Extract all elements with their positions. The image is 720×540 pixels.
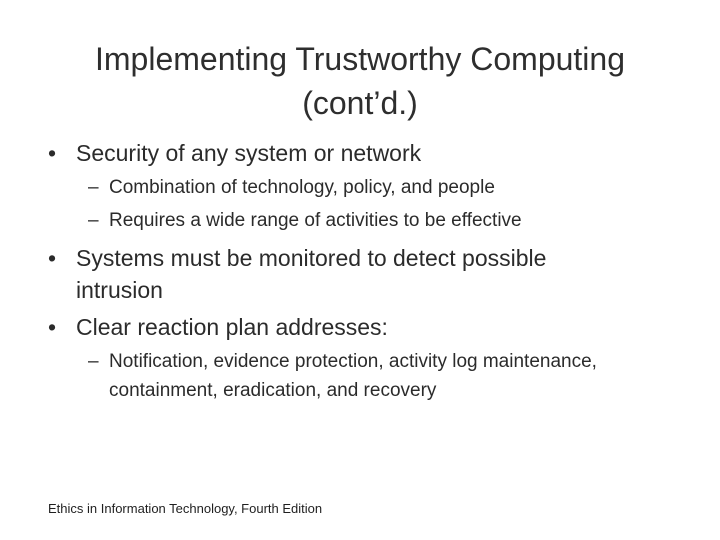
dash-marker: –	[88, 177, 99, 198]
dash-marker: –	[88, 210, 99, 231]
bullet-text: Clear reaction plan addresses:	[76, 314, 388, 340]
subbullet-text: Combination of technology, policy, and people	[109, 177, 495, 198]
slide-footer: Ethics in Information Technology, Fourth Edition	[48, 501, 323, 516]
bullet-security	[48, 137, 688, 169]
bullet-systems	[48, 242, 628, 306]
subbullet-combination	[88, 173, 688, 202]
bullet-marker: •	[48, 314, 57, 340]
dash-marker: –	[88, 351, 99, 372]
slide-title-line-1: Implementing Trustworthy Computing	[95, 41, 625, 77]
bullet-marker: •	[48, 245, 57, 271]
subbullet-requires	[88, 206, 688, 235]
bullet-marker: •	[48, 140, 57, 166]
slide-title	[30, 37, 690, 125]
bullet-text: Systems must be monitored to detect possible intrusion	[76, 245, 547, 303]
subbullet-notification	[88, 347, 688, 405]
bullet-text: Security of any system or network	[76, 140, 422, 166]
slide-title-line-2: (cont’d.)	[302, 85, 418, 121]
subbullet-text: Notification, evidence protection, activity log maintenance, containment, eradication, and recovery	[109, 351, 597, 401]
subbullet-text: Requires a wide range of activities to be effective	[109, 210, 522, 231]
bullet-reaction-plan	[48, 311, 688, 343]
